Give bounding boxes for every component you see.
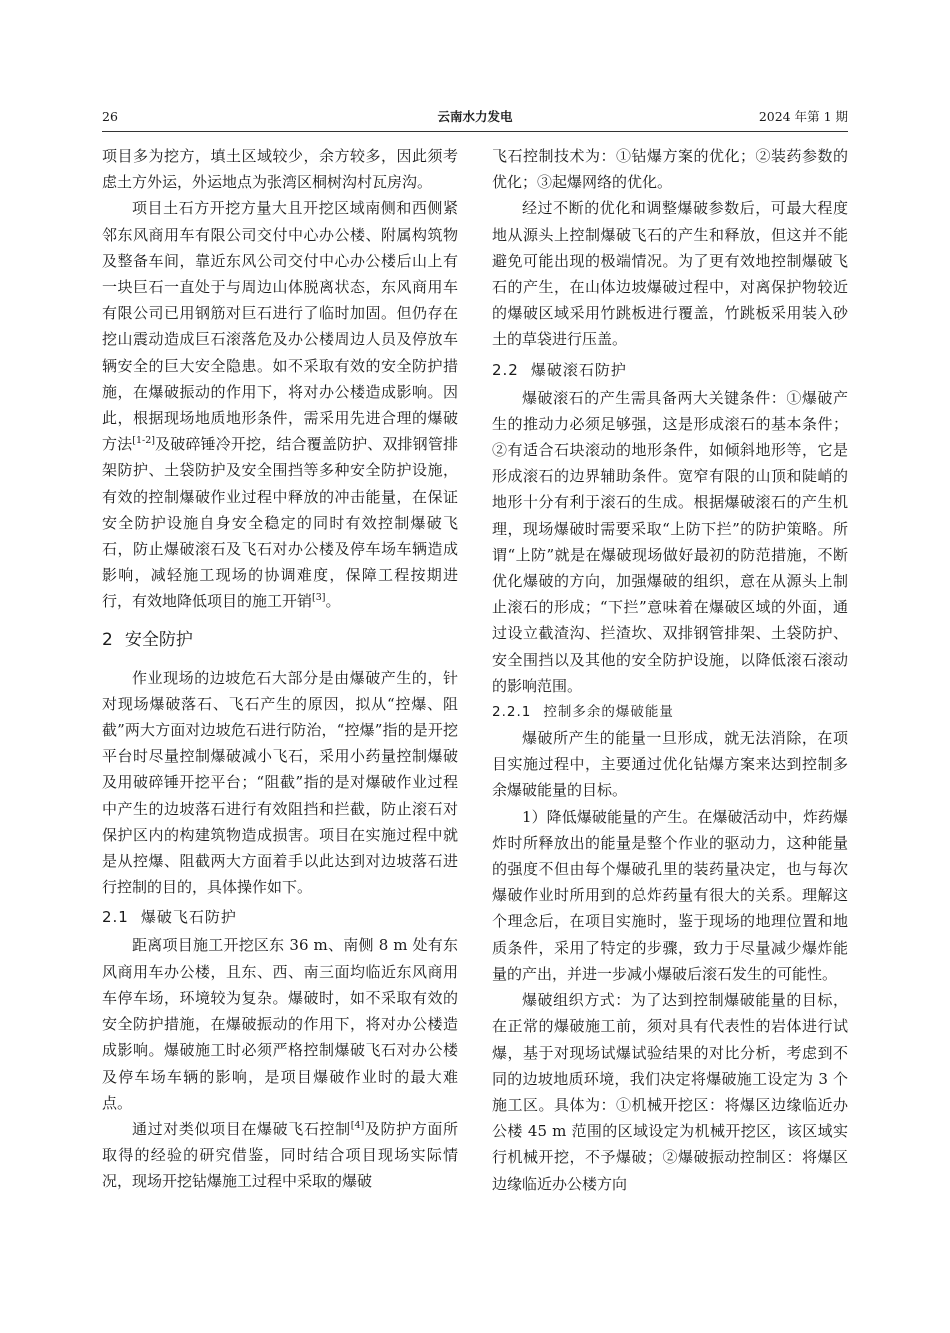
running-header — [102, 106, 848, 128]
paragraph: 爆破组织方式：为了达到控制爆破能量的目标，在正常的爆破施工前，须对具有代表性的岩体进行试爆，基于对现场试爆试验结果的对比分析，考虑到不同的边坡地质环境，我们决定将爆破施工设定为 3 个施工区。具体为：①机械开挖区：将爆区边缘临近办公楼 45 m 范围的区域设定为机械开挖区，该区域实行机械开挖，不予爆破；②爆破振动控制区：将爆区边缘临近办公楼方向 — [492, 991, 848, 1193]
paragraph-text: 。 — [325, 592, 341, 611]
paragraph: 项目多为挖方，填土区域较少，余方较多，因此须考虑土方外运，外运地点为张湾区桐树沟村瓦房沟。 — [102, 147, 458, 192]
paragraph: 距离项目施工开挖区东 36 m、南侧 8 m 处有东风商用车办公楼，且东、西、南三面均临近东风商用车停车场，环境较为复杂。爆破时，如不采取有效的安全防护措施，在爆破振动的作用下，将对办公楼造成影响。爆破施工时必须严格控制爆破飞石对办公楼及停车场车辆的影响，是项目爆破作业时的最大难点。 — [102, 936, 458, 1112]
paragraph: 作业现场的边坡危石大部分是由爆破产生的，针对现场爆破落石、飞石产生的原因，拟从“控爆、阻截”两大方面对边坡危石进行防治，“控爆”指的是开挖平台时尽量控制爆破减小飞石，采用小药量控制爆破及用破碎锤开挖平台；“阻截”指的是对爆破作业过程中产生的边坡落石进行有效阻挡和拦截，防止滚石对保护区内的构建筑物造成损害。项目在实施过程中就是从控爆、阻截两大方面着手以此达到对边坡落石进行控制的目的，具体操作如下。 — [102, 668, 458, 897]
subsection-number: 2.2 — [492, 360, 519, 379]
section-heading — [102, 627, 458, 653]
paragraph: 经过不断的优化和调整爆破参数后，可最大程度地从源头上控制爆破飞石的产生和释放，但这并不能避免可能出现的极端情况。为了更有效地控制爆破飞石的产生，在山体边坡爆破过程中，对离保护物较近的爆破区域采用竹跳板进行覆盖，竹跳板采用装入砂土的草袋进行压盖。 — [492, 199, 848, 349]
citation-ref: [4] — [350, 1119, 365, 1131]
paragraph: 爆破滚石的产生需具备两大关键条件：①爆破产生的推动力必须足够强，这是形成滚石的基本条件；②有适合石块滚动的地形条件，如倾斜地形等，它是形成滚石的边界辅助条件。宽窄有限的山顶和陡峭的地形十分有利于滚石的生成。根据爆破滚石的产生机理，现场爆破时需要采取“上防下拦”的防护策略。所谓“上防”就是在爆破现场做好最初的防范措施，不断优化爆破的方向，加强爆破的组织，意在从源头上制止滚石的形成；“下拦”意味着在爆破区域的外面，通过设立截渣沟、拦渣坎、双排钢管排架、土袋防护、安全围挡以及其他的安全防护设施，以降低滚石滚动的影响范围。 — [492, 388, 848, 695]
paragraph-text: 及破碎锤冷开挖，结合覆盖防护、双排钢管排架防护、土袋防护及安全围挡等多种安全防护设施，有效的控制爆破作业过程中释放的冲击能量，在保证安全防护设施自身安全稳定的同时有效控制爆破飞石，防止爆破滚石及飞石对办公楼及停车场车辆造成影响，减轻施工现场的协调难度，保障工程按期进行，有效地降低项目的施工开销 — [102, 435, 458, 611]
right-column — [492, 143, 848, 1197]
paragraph-text: 项目土石方开挖方量大且开挖区域南侧和西侧紧邻东风商用车有限公司交付中心办公楼、附属构筑物及整备车间，靠近东风公司交付中心办公楼后山上有一块巨石一直处于与周边山体脱离状态，东风商用车有限公司已用钢筋对巨石进行了临时加固。但仍存在挖山震动造成巨石滚落危及办公楼周边人员及停放车辆安全的巨大安全隐患。如不采取有效的安全防护措施，在爆破振动的作用下，将对办公楼造成影响。因此，根据现场地质地形条件，需采用先进合理的爆破方法 — [102, 199, 458, 454]
paragraph — [102, 1116, 458, 1195]
subsubsection-heading — [492, 699, 848, 725]
journal-title: 云南水力发电 — [437, 109, 513, 124]
subsection-heading — [102, 904, 458, 930]
paragraph: 1）降低爆破能量的产生。在爆破活动中，炸药爆炸时所释放出的能量是整个作业的驱动力，这种能量的强度不但由每个爆破孔里的装药量决定，也与每次爆破作业时所用到的总炸药量有很大的关系。理解这个理念后，在项目实施时，鉴于现场的地理位置和地质条件，采用了特定的步骤，致力于尽量减少爆炸能量的产出，并进一步减小爆破后滚石发生的可能性。 — [492, 807, 848, 983]
subsection-title: 爆破滚石防护 — [530, 360, 627, 379]
left-column — [102, 143, 458, 1195]
paragraph: 爆破所产生的能量一旦形成，就无法消除，在项目实施过程中，主要通过优化钻爆方案来达到控制多余爆破能量的目标。 — [492, 729, 848, 800]
section-number: 2 — [102, 629, 113, 650]
page-number: 26 — [102, 109, 118, 124]
paragraph: 飞石控制技术为：①钻爆方案的优化；②装药参数的优化；③起爆网络的优化。 — [492, 147, 848, 192]
paragraph-text: 通过对类似项目在爆破飞石控制 — [132, 1119, 351, 1138]
section-title: 安全防护 — [124, 629, 193, 650]
paragraph-text: 及防护方面所取得的经验的研究借鉴，同时结合项目现场实际情况，现场开挖钻爆施工过程中采取的爆破 — [102, 1119, 458, 1191]
subsubsection-title: 控制多余的爆破能量 — [543, 704, 674, 721]
issue-label: 2024 年第 1 期 — [758, 109, 848, 124]
subsection-number: 2.1 — [102, 908, 129, 927]
subsection-heading — [492, 357, 848, 383]
header-rule — [102, 131, 848, 132]
paragraph — [102, 195, 458, 614]
subsubsection-number: 2.2.1 — [492, 704, 532, 721]
citation-ref: [1-2] — [132, 435, 156, 447]
citation-ref: [3] — [312, 592, 326, 604]
subsection-title: 爆破飞石防护 — [140, 908, 237, 927]
